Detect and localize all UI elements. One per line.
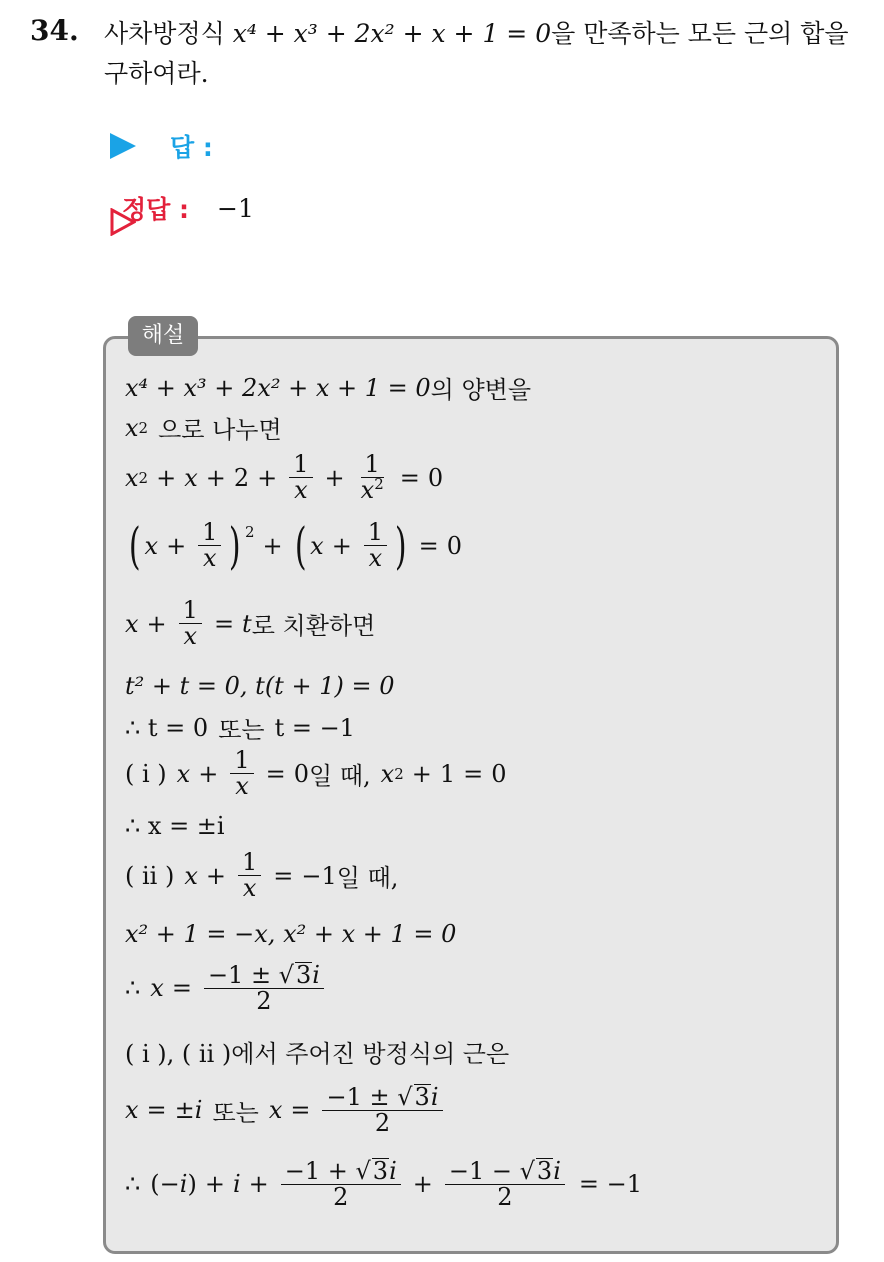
answer-row: [110, 128, 213, 164]
solution-line-12: ∴ x = $\frac{-1 \pm √3i}{2}$: [125, 962, 328, 1014]
line1-equation: x⁴ + x³ + 2x² + x + 1 = 0: [125, 373, 431, 402]
solution-line-1: [125, 370, 531, 405]
solution-line-10: ( ii ) x + $\frac{1}{x}$ = −1 일 때,: [125, 848, 399, 903]
solution-line-6: t² + t = 0, t(t + 1) = 0: [125, 672, 395, 700]
correct-answer-label: 정답 :: [122, 195, 190, 224]
correct-answer-row: [110, 190, 254, 226]
solution-line-8: ( i ) x + $\frac{1}{x}$ = 0 일 때, x 2 + 1 = 0: [125, 746, 507, 801]
problem-text-b: 을 만족하는 모든 근의 합을 구하여라.: [104, 19, 849, 88]
answer-label: 답 :: [170, 133, 213, 162]
line2-text: 으로 나누면: [158, 416, 282, 444]
line8-b: 일 때,: [309, 762, 371, 791]
solution-line-15: ∴ (− i ) + i + $\frac{-1 + √3i}{2}$ + $\frac{-1 - √3i}{2}$ = −1: [125, 1157, 642, 1212]
line10-a: ( ii ): [125, 861, 175, 890]
problem-text-a: 사차방정식: [104, 19, 225, 48]
line8-a: ( i ): [125, 759, 167, 788]
problem-number: 34.: [30, 14, 79, 47]
solution-line-5: x + $\frac{1}{x}$ = t 로 치환하면: [125, 596, 376, 651]
solution-line-11: x² + 1 = −x, x² + x + 1 = 0: [125, 920, 457, 948]
line7-c: t = −1: [274, 713, 355, 742]
line7-b: 또는: [218, 716, 265, 744]
solution-tag: 해설: [128, 316, 198, 356]
line1-text: 의 양변을: [430, 376, 532, 404]
problem-equation: x⁴ + x³ + 2x² + x + 1 = 0: [232, 19, 552, 48]
solution-line-9: ∴ x = ±i: [125, 812, 225, 840]
line10-b: 일 때,: [336, 864, 399, 893]
line14-b: 또는: [212, 1098, 259, 1127]
solution-line-7: [125, 710, 355, 745]
correct-answer-value: −1: [217, 193, 254, 223]
solution-line-4: ( x + $\frac{1}{x}$ ) $^2$ + ( x + $\frac{1}{x}$ ) = 0: [128, 516, 462, 575]
line5-text: 로 치환하면: [251, 612, 376, 641]
solution-line-13: ( i ), ( ii )에서 주어진 방정식의 근은: [125, 1040, 510, 1068]
solution-line-14: x = ± i 또는 x = $\frac{-1 \pm √3i}{2}$: [125, 1084, 447, 1136]
solution-line-2: x 2 으로 나누면: [125, 410, 282, 445]
play-filled-icon: [110, 133, 136, 159]
problem-text: [104, 14, 874, 94]
line15-tail: = −1: [578, 1170, 642, 1199]
solution-line-3: x 2 + x + 2 + $\frac{1}{x}$ + $\frac{1}{x^2}$ = 0: [125, 450, 444, 505]
line7-a: ∴ t = 0: [125, 713, 209, 742]
